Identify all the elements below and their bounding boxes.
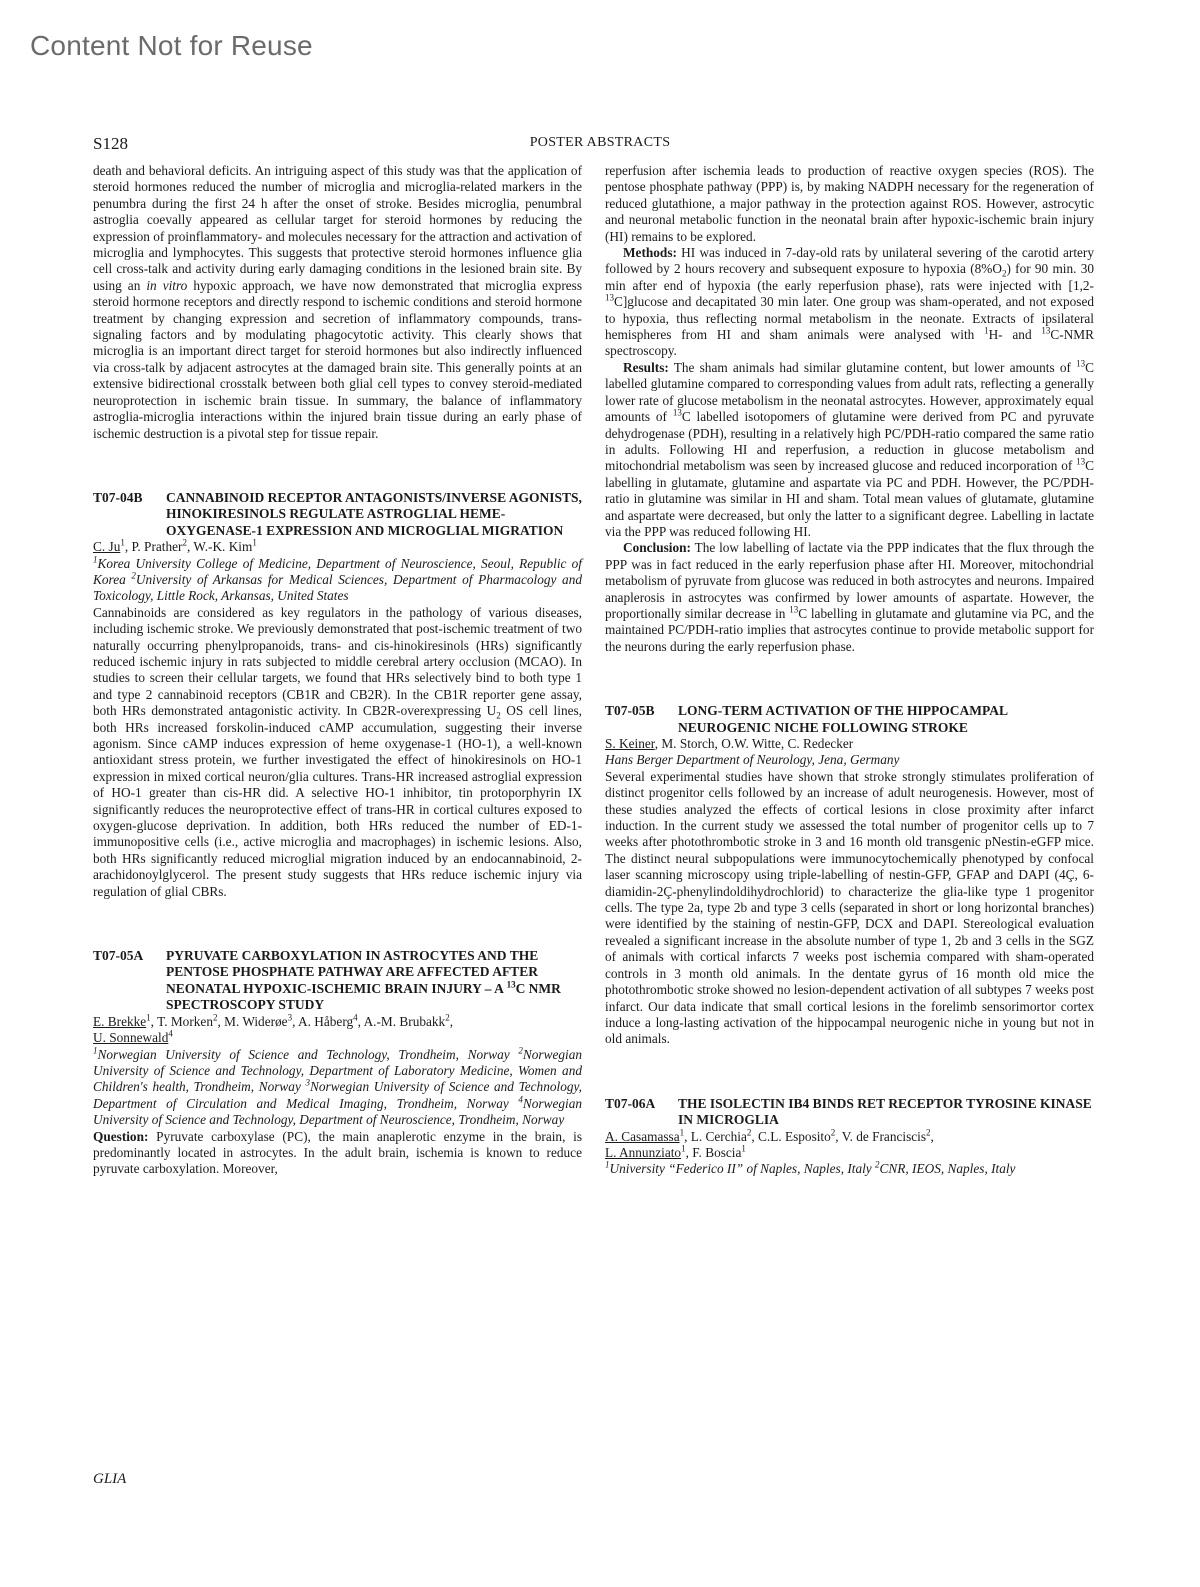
authors-t0706a: A. Casamassa$^1$, L. Cerchia$^2$, C.L. Esposito$^2$, V. de Franciscis$^2$, L. Annunziato$^1$, F. Boscia$^1$: [605, 1127, 934, 1160]
affiliation-t0705b: Hans Berger Department of Neurology, Jena, Germany: [605, 752, 900, 768]
authors-t0705b: S. Keiner, M. Storch, O.W. Witte, C. Redecker: [605, 736, 854, 751]
abstract-methods: Methods: HI was induced in 7-day-old rats by unilateral severing of the carotid artery followed by 2 hours recovery and subsequent exposure to hypoxia $(8\%O_2)$ for 90 min. 30 min after end of hypoxia (the early reperfusion phase), rats were injected with [1,2-$^{13}$C]glucose and decapitated 30 min later. One group was sham-operated, and not exposed to hypoxia, thus reflecting normal metabolism in the neonate. Extracts of ipsilateral hemispheres from HI and sham animals were analysed with $^1$H- and $^{13}$C-NMR spectroscopy.: [605, 245, 1094, 359]
abstract-title: THE ISOLECTIN IB4 BINDS RET RECEPTOR TYROSINE KINASE IN MICROGLIA: [678, 1095, 1092, 1128]
abstract-body-t0705b: Several experimental studies have shown that stroke strongly stimulates proliferation of distinct progenitor cells followed by an increase of adult neurogenesis. However, most of these studies analyzed the effects of cortical lesions in close proximity after infarct induction. In the current study we assessed the total number of progenitor cells up to 7 weeks after photothrombotic stroke in 3 and 16 month old transgenic pNestin-eGFP mice. The distinct neural subpopulations were immunocytochemically phenotyped by confocal laser scanning microscopy using triple-labelling of nestin-GFP, GFAP and DAPI (4Ç, 6-diamidin-2Ç-phenylindoldihydrochlorid) to characterize the glia-like type 1 progenitor cells. The type 2a, type 2b and type 3 cells (separated in short or long horizontal branches) were identified by the staining of nestin-GFP, DCX and DAPI. Stereological evaluation revealed a significant increase in the absolute number of type 1, 2b and 3 cells in the SGZ of animals with cortical infarcts 7 weeks post ischemia compared with sham-operated controls in 3 month old animals. In the dentate gyrus of 16 month old mice the photothrombotic stroke showed no lesion-dependent activation of all subtypes 7 weeks post infarct. Our data indicate that small cortical lesions in the forelimb sensorimortor cortex induce a long-lasting activation of the hippocampal neurogenic niche in young but not in old animals.: [605, 768, 1094, 1047]
affiliations-t0706a: $^1$University “Federico II” of Naples, Naples, Italy $^2$CNR, IEOS, Naples, Italy: [605, 1159, 1016, 1177]
intro-paragraph: death and behavioral deficits. An intriguing aspect of this study was that the application of steroid hormones reduced the number of microglia and microglia-related markers in the penumbra during the first 24 h after the onset of stroke. Besides microglia, penumbral astroglia coevally appeared as cellular target for steroid hormones by reducing the expression of proinflammatory- and molecules necessary for the attraction and activation of microglia and lymphocytes. This suggests that protective steroid hormones influence glia cell cross-talk and activity during early damaging conditions in the lesioned brain site. By using an in vitro hypoxic approach, we have now demonstrated that microglia express steroid hormone receptors and directly respond to ischemic conditions and steroid hormone treatment by changing expression and secretion of inflammatory compounds, trans-signaling factors and by modulating phagocytotic activity. This clearly shows that microglia is an important direct target for steroid hormones but also indirectly influenced via cross-talk by adjacent astrocytes at the damaged brain site. This generally points at an extensive bidirectional crosstalk between both glial cell types to convey steroid-mediated neuroprotection in ischemic brain tissue. In summary, the balance of inflammatory astroglia-microglia interactions within the injured brain tissue during an early phase of ischemic destruction is a pivotal step for tissue repair.: [93, 163, 582, 441]
journal-footer: GLIA: [93, 1471, 127, 1487]
abstract-title: PYRUVATE CARBOXYLATION IN ASTROCYTES AND THE PENTOSE PHOSPHATE PATHWAY ARE AFFECTED AFTER NEONATAL HYPOXIC-ISCHEMIC BRAIN INJURY – A $^{13}$C NMR SPECTROSCOPY STUDY: [166, 948, 561, 1013]
left-column: [93, 163, 582, 1178]
abstract-title: CANNABINOID RECEPTOR ANTAGONISTS/INVERSE AGONISTS, HINOKIRESINOLS REGULATE ASTROGLIAL HEME-OXYGENASE-1 EXPRESSION AND MICROGLIAL MIGRATION: [166, 489, 582, 538]
watermark: Content Not for Reuse: [30, 30, 313, 61]
affiliations-t0705a: $^1$Norwegian University of Science and Technology, Trondheim, Norway $^2$Norwegian University of Science and Technology, Department of Laboratory Medicine, Women and Children's health, Trondheim, Norway $^3$Norwegian University of Science and Technology, Department of Circulation and Medical Imaging, Trondheim, Norway $^4$Norwegian University of Science and Technology, Department of Neuroscience, Trondheim, Norway: [93, 1045, 583, 1128]
authors-t0705a: E. Brekke$^1$, T. Morken$^2$, M. Widerøe$^3$, A. Håberg$^4$, A.-M. Brubakk$^2$, U. Sonnewald$^4$: [93, 1012, 454, 1046]
abstract-body-t0704b: Cannabinoids are considered as key regulators in the pathology of various diseases, including ischemic stroke. We previously demonstrated that post-ischemic treatment of two naturally occurring phenylpropanoids, trans- and cis-hinokiresinols (HRs) significantly reduced ischemic injury in rats subjected to middle cerebral artery occlusion (MCAO). In studies to screen their cellular targets, we found that HRs selectively bind to both type 1 and type 2 cannabinoid receptors (CB1R and CB2R). In the CB1R reporter gene assay, both HRs demonstrated antagonistic activity. In CB2R-overexpressing $U_2$ OS cell lines, both HRs increased forskolin-induced cAMP accumulation, suggesting their inverse agonism. Since cAMP induces expression of heme oxygenase-1 (HO-1), a well-known antioxidant stress protein, we further investigated the effect of hinokiresinols on HO-1 expression in mixed cortical neuron/glia cultures. Trans-HR increased astroglial expression of HO-1 greater than cis-HR did. A selective HO-1 inhibitor, tin protoporphyrin IX significantly reduces the neuroprotective effect of trans-HR in cortical cultures exposed to oxygen-glucose deprivation. In addition, both HRs reduced the number of ED-1-immunopositive cells (i.e., active microglia and macrophages) in ischemic lesions. Also, both HRs significantly reduced microglial migration induced by an endocannabinoid, 2-arachidonoylglycerol. The present study suggests that HRs reduce ischemic injury via regulation of glial CBRs.: [93, 604, 582, 899]
abstract-id: T07-05A: [93, 948, 144, 964]
right-column: [605, 163, 1094, 1178]
running-head: POSTER ABSTRACTS: [529, 135, 671, 150]
abstract-heading-t0705b: [605, 703, 1094, 736]
abstract-title: LONG-TERM ACTIVATION OF THE HIPPOCAMPAL NEUROGENIC NICHE FOLLOWING STROKE: [678, 703, 1008, 735]
abstract-id: T07-05B: [605, 703, 655, 719]
authors-t0704b: C. Ju$^1$, P. Prather$^2$, W.-K. Kim$^1$: [93, 537, 257, 555]
abstract-heading-t0705a: [93, 948, 582, 1014]
abstract-conclusion: Conclusion: The low labelling of lactate via the PPP indicates that the flux through the PPP was in fact reduced in the early reperfusion phase after HI. Moreover, mitochondrial metabolism of pyruvate from glucose was reduced in both astrocytes and neurons. Impaired anaplerosis in astrocytes was confirmed by lower amounts of aspartate. However, the proportionally similar decrease in $^{13}$C labelling in glutamate and glutamine via PC, and the maintained PC/PDH-ratio implies that astrocytes continue to provide metabolic support for the neurons during the early reperfusion phase.: [605, 540, 1095, 654]
affiliations-t0704b: $^1$Korea University College of Medicine, Department of Neuroscience, Seoul, Republic of Korea $^2$University of Arkansas for Medical Sciences, Department of Pharmacology and Toxicology, Little Rock, Arkansas, United States: [93, 554, 582, 604]
abstract-id: T07-06A: [605, 1095, 656, 1111]
abstract-question-t0705a: Question: Pyruvate carboxylase (PC), the main anaplerotic enzyme in the brain, is predominantly located in astrocytes. In the adult brain, ischemia is known to reduce pyruvate carboxylation. Moreover,: [93, 1128, 582, 1177]
abstract-heading-t0704b: [93, 490, 582, 539]
page-number: S128: [93, 134, 128, 153]
abstract-results: Results: The sham animals had similar glutamine content, but lower amounts of $^{13}$C labelled glutamine compared to corresponding values from adult rats, reflecting a generally lower rate of glucose metabolism in the neonatal astrocytes. However, approximately equal amounts of $^{13}$C labelled isotopomers of glutamine were derived from PC and pyruvate dehydrogenase (PDH), resulting in a relatively high PC/PDH-ratio compared the same ratio in adults. Following HI and reperfusion, a reduction in glucose metabolism and mitochondrial metabolism was seen by increased glucose and reduced incorporation of $^{13}$C labelling in glutamate, glutamine and aspartate via PC and PDH. However, the PC/PDH-ratio in glutamine was similar in HI and sham. Total mean values of glutamate, glutamine and aspartate were decreased, but only the latter to a significant degree. Labelling in lactate via the PPP was reduced following HI.: [605, 358, 1094, 539]
abstract-heading-t0706a: [605, 1096, 1094, 1129]
abstract-continuation: reperfusion after ischemia leads to production of reactive oxygen species (ROS). The pentose phosphate pathway (PPP) is, by making NADPH necessary for the regeneration of reduced glutathione, a major pathway in the protection against ROS. However, astrocytic and neuronal metabolic function in the neonatal brain after hypoxic-ischemic brain injury (HI) remains to be explored.: [605, 163, 1094, 244]
abstract-id: T07-04B: [93, 489, 143, 505]
